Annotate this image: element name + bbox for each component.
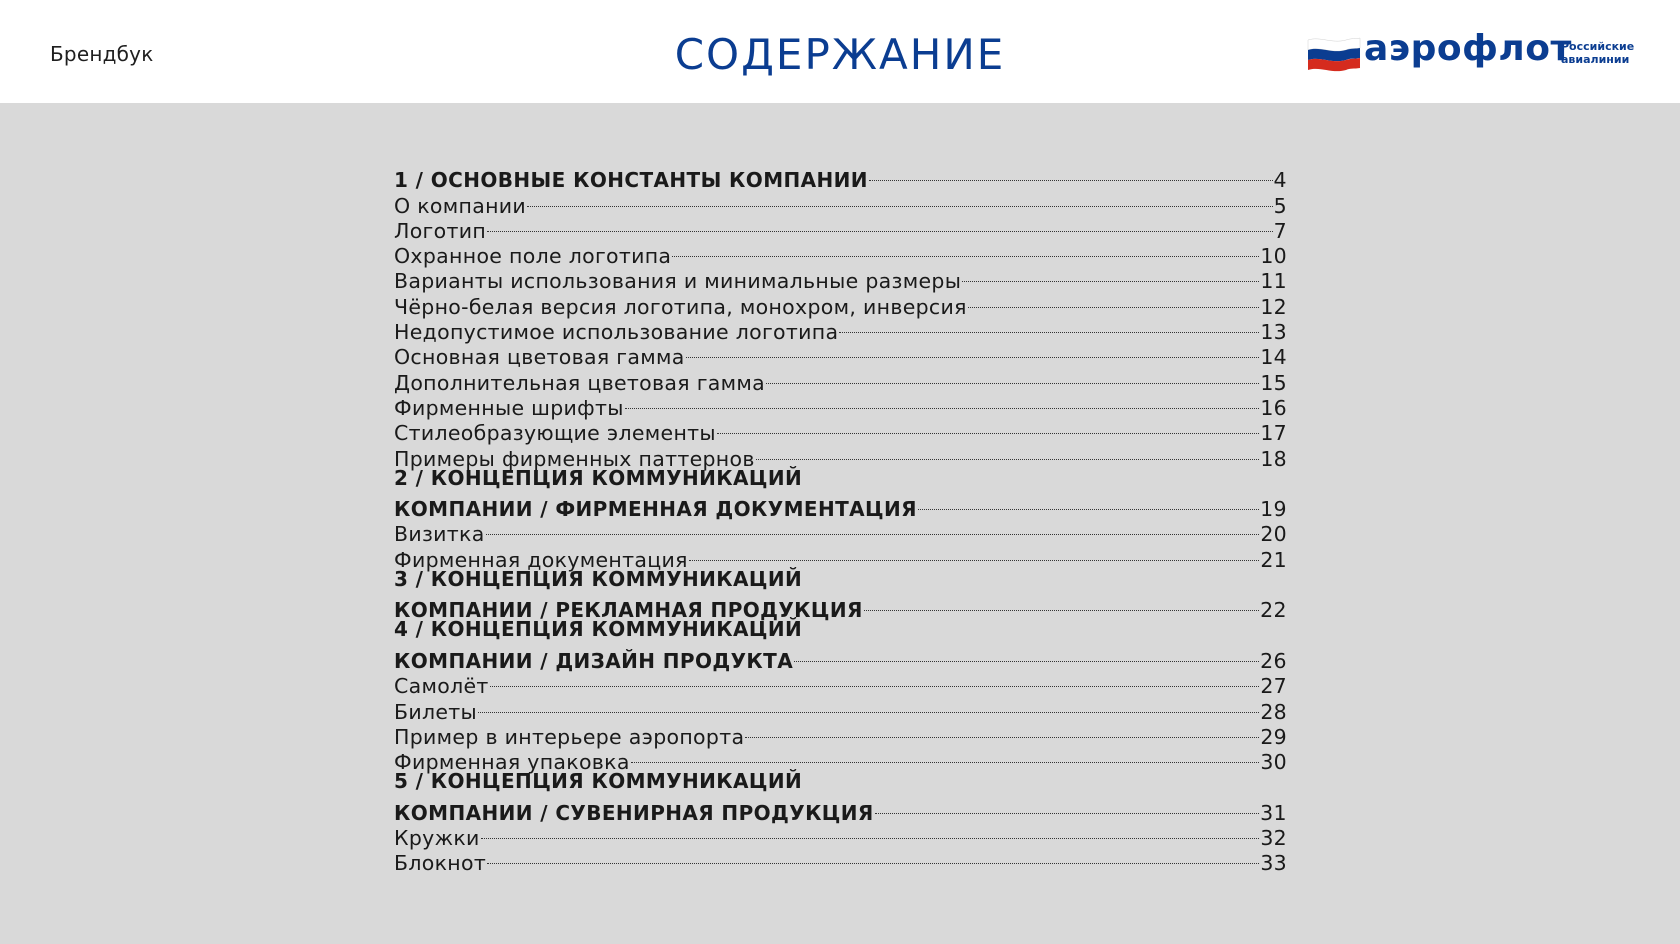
- brandbook-label: Брендбук: [50, 42, 154, 66]
- logo-subtitle-line1: Российские: [1561, 40, 1635, 53]
- toc-entry-row[interactable]: [394, 668, 1287, 699]
- toc-entry-label: Основная цветовая гамма: [394, 345, 685, 370]
- toc-page-number: 31: [1260, 800, 1287, 825]
- toc-entry-label: 2 / КОНЦЕПЦИЯ КОММУНИКАЦИЙ: [394, 465, 803, 490]
- toc-page-number: 32: [1260, 826, 1287, 851]
- toc-page-number: 26: [1260, 648, 1287, 673]
- toc-page-number: 18: [1260, 446, 1287, 471]
- logo-subtitle: [1561, 40, 1641, 66]
- page-header: [0, 0, 1680, 103]
- toc-dot-leader: [745, 719, 1259, 744]
- toc-entry-label: Варианты использования и минимальные размеры: [394, 269, 962, 294]
- toc-dot-leader: [794, 643, 1259, 668]
- toc-page-number: 30: [1260, 750, 1287, 775]
- toc-entry-label: Билеты: [394, 699, 478, 724]
- toc-entry-label: 4 / КОНЦЕПЦИЯ КОММУНИКАЦИЙ: [394, 617, 803, 642]
- toc-entry-row[interactable]: [394, 845, 1287, 876]
- toc-dot-leader: [478, 693, 1259, 718]
- toc-page-number: 16: [1260, 395, 1287, 420]
- toc-dot-leader: [631, 744, 1260, 769]
- toc-page-number: 7: [1273, 218, 1287, 243]
- toc-entry-label: КОМПАНИИ / ДИЗАЙН ПРОДУКТА: [394, 648, 794, 673]
- toc-page-number: 5: [1273, 193, 1287, 218]
- toc-entry-label: 1 / ОСНОВНЫЕ КОНСТАНТЫ КОМПАНИИ: [394, 168, 868, 193]
- toc-section-row[interactable]: [394, 769, 1287, 794]
- toc-entry-label: Кружки: [394, 826, 480, 851]
- toc-page-number: 27: [1260, 674, 1287, 699]
- toc-entry-label: 3 / КОНЦЕПЦИЯ КОММУНИКАЦИЙ: [394, 566, 803, 591]
- toc-entry-label: Пример в интерьере аэропорта: [394, 724, 745, 749]
- toc-entry-row[interactable]: [394, 187, 1287, 218]
- toc-entry-label: 5 / КОНЦЕПЦИЯ КОММУНИКАЦИЙ: [394, 769, 803, 794]
- logo-subtitle-line2: авиалинии: [1561, 53, 1630, 66]
- toc-dot-leader: [962, 263, 1259, 288]
- toc-entry-label: Фирменные шрифты: [394, 395, 624, 420]
- logo-wordmark: аэрофлот: [1364, 28, 1572, 69]
- toc-dot-leader: [625, 390, 1260, 415]
- toc-dot-leader: [875, 794, 1259, 819]
- toc-entry-label: Самолёт: [394, 674, 489, 699]
- toc-section-row[interactable]: [394, 794, 1287, 825]
- toc-page-number: 4: [1273, 168, 1287, 193]
- toc-section-row[interactable]: [394, 643, 1287, 673]
- toc-entry-label: Охранное поле логотипа: [394, 244, 672, 269]
- toc-section-row[interactable]: [394, 491, 1287, 522]
- toc-entry-label: Чёрно-белая версия логотипа, монохром, инверсия: [394, 294, 967, 319]
- toc-entry-label: Дополнительная цветовая гамма: [394, 370, 766, 395]
- toc-dot-leader: [481, 820, 1260, 845]
- toc-entry-label: Логотип: [394, 218, 487, 243]
- toc-page-number: 20: [1260, 522, 1287, 547]
- toc-section-row[interactable]: [394, 592, 1287, 623]
- toc-page-number: 14: [1260, 345, 1287, 370]
- toc-dot-leader: [918, 491, 1259, 516]
- toc-entry-label: Визитка: [394, 522, 485, 547]
- toc-dot-leader: [486, 516, 1260, 541]
- toc-entry-label: КОМПАНИИ / ФИРМЕННАЯ ДОКУМЕНТАЦИЯ: [394, 497, 917, 522]
- toc-dot-leader: [490, 668, 1260, 693]
- flag-icon: [1306, 36, 1362, 76]
- toc-entry-row[interactable]: [394, 238, 1287, 269]
- toc-section-row[interactable]: [394, 567, 1287, 592]
- table-of-contents: [394, 162, 1287, 876]
- toc-section-row[interactable]: [394, 162, 1287, 193]
- toc-entry-label: Примеры фирменных паттернов: [394, 446, 755, 471]
- toc-page-number: 19: [1260, 497, 1287, 522]
- toc-dot-leader: [487, 213, 1273, 238]
- toc-dot-leader: [672, 238, 1259, 263]
- toc-entry-label: Недопустимое использование логотипа: [394, 320, 839, 345]
- toc-entry-label: Фирменная упаковка: [394, 750, 630, 775]
- toc-dot-leader: [766, 364, 1259, 389]
- aeroflot-logo: [1306, 24, 1636, 84]
- toc-dot-leader: [968, 288, 1260, 313]
- toc-page-number: 28: [1260, 699, 1287, 724]
- toc-entry-row[interactable]: [394, 213, 1287, 243]
- toc-dot-leader: [527, 187, 1273, 212]
- toc-entry-row[interactable]: [394, 541, 1287, 572]
- toc-page-number: 15: [1260, 370, 1287, 395]
- toc-entry-label: Блокнот: [394, 851, 487, 876]
- toc-page-number: 13: [1260, 320, 1287, 345]
- toc-section-row[interactable]: [394, 466, 1287, 491]
- toc-entry-row[interactable]: [394, 693, 1287, 724]
- toc-page-number: 29: [1260, 724, 1287, 749]
- toc-page-number: 11: [1260, 269, 1287, 294]
- toc-page-number: 21: [1260, 547, 1287, 572]
- toc-dot-leader: [689, 541, 1260, 566]
- toc-page-number: 33: [1260, 851, 1287, 876]
- toc-dot-leader: [869, 162, 1273, 187]
- toc-entry-label: Стилеобразующие элементы: [394, 421, 716, 446]
- toc-dot-leader: [864, 592, 1259, 617]
- toc-entry-row[interactable]: [394, 516, 1287, 547]
- toc-dot-leader: [756, 440, 1260, 465]
- toc-dot-leader: [717, 415, 1259, 440]
- toc-entry-row[interactable]: [394, 820, 1287, 851]
- toc-entry-label: О компании: [394, 193, 527, 218]
- toc-entry-label: КОМПАНИИ / СУВЕНИРНАЯ ПРОДУКЦИЯ: [394, 800, 874, 825]
- toc-dot-leader: [839, 314, 1259, 339]
- toc-dot-leader: [487, 845, 1259, 870]
- toc-dot-leader: [686, 339, 1260, 364]
- toc-entry-row[interactable]: [394, 719, 1287, 749]
- toc-entry-label: КОМПАНИИ / РЕКЛАМНАЯ ПРОДУКЦИЯ: [394, 598, 863, 623]
- page-title: СОДЕРЖАНИЕ: [674, 30, 1006, 79]
- toc-page-number: 12: [1260, 294, 1287, 319]
- toc-page-number: 22: [1260, 598, 1287, 623]
- toc-entry-label: Фирменная документация: [394, 547, 688, 572]
- toc-page-number: 10: [1260, 244, 1287, 269]
- toc-page-number: 17: [1260, 421, 1287, 446]
